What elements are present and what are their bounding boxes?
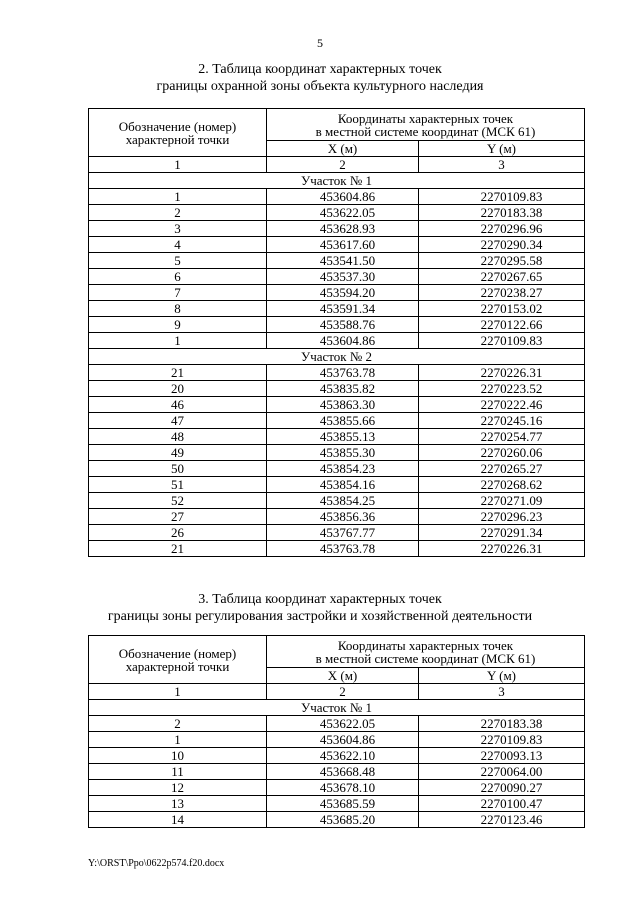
y-coordinate-cell: 2270260.06: [419, 445, 585, 461]
point-number-cell: 11: [89, 764, 267, 780]
table-row: [89, 429, 585, 445]
point-number-cell: 6: [89, 269, 267, 285]
x-coordinate-cell: 453763.78: [267, 541, 419, 557]
point-number-cell: 8: [89, 301, 267, 317]
table-row: [89, 189, 585, 205]
section-row: [89, 173, 585, 189]
section-title: Участок № 2: [89, 349, 585, 365]
table-row: [89, 509, 585, 525]
x-coordinate-cell: 453855.30: [267, 445, 419, 461]
table2-header-coords-line1: Координаты характерных точек: [337, 110, 514, 126]
point-number-cell: 2: [89, 205, 267, 221]
x-coordinate-cell: 453628.93: [267, 221, 419, 237]
x-coordinate-cell: 453856.36: [267, 509, 419, 525]
x-coordinate-cell: 453622.10: [267, 748, 419, 764]
point-number-cell: 27: [89, 509, 267, 525]
x-coordinate-cell: 453855.66: [267, 413, 419, 429]
y-coordinate-cell: 2270122.66: [419, 317, 585, 333]
table3-header-y: Y (м): [419, 668, 585, 684]
x-coordinate-cell: 453537.30: [267, 269, 419, 285]
x-coordinate-cell: 453854.16: [267, 477, 419, 493]
x-coordinate-cell: 453622.05: [267, 716, 419, 732]
y-coordinate-cell: 2270109.83: [419, 732, 585, 748]
y-coordinate-cell: 2270100.47: [419, 796, 585, 812]
point-number-cell: 4: [89, 237, 267, 253]
point-number-cell: 26: [89, 525, 267, 541]
table3-title-line2: границы зоны регулирования застройки и хозяйственной деятельности: [107, 609, 533, 624]
y-coordinate-cell: 2270226.31: [419, 365, 585, 381]
point-number-cell: 2: [89, 716, 267, 732]
section-title: Участок № 1: [89, 700, 585, 716]
x-coordinate-cell: 453588.76: [267, 317, 419, 333]
table2-body: [89, 173, 585, 557]
y-coordinate-cell: 2270254.77: [419, 429, 585, 445]
table-row: [89, 748, 585, 764]
x-coordinate-cell: 453622.05: [267, 205, 419, 221]
table3-header-coords: [267, 636, 585, 668]
y-coordinate-cell: 2270295.58: [419, 253, 585, 269]
point-number-cell: 9: [89, 317, 267, 333]
y-coordinate-cell: 2270153.02: [419, 301, 585, 317]
point-number-cell: 13: [89, 796, 267, 812]
x-coordinate-cell: 453854.23: [267, 461, 419, 477]
table2-header-x: X (м): [267, 141, 419, 157]
point-number-cell: 50: [89, 461, 267, 477]
x-coordinate-cell: 453594.20: [267, 285, 419, 301]
x-coordinate-cell: 453541.50: [267, 253, 419, 269]
y-coordinate-cell: 2270109.83: [419, 189, 585, 205]
table-row: [89, 477, 585, 493]
y-coordinate-cell: 2270296.96: [419, 221, 585, 237]
point-number-cell: 14: [89, 812, 267, 828]
x-coordinate-cell: 453591.34: [267, 301, 419, 317]
point-number-cell: 5: [89, 253, 267, 269]
table2-title-line2: границы охранной зоны объекта культурного наследия: [156, 79, 484, 94]
x-coordinate-cell: 453863.30: [267, 397, 419, 413]
table-row: [89, 221, 585, 237]
point-number-cell: 20: [89, 381, 267, 397]
y-coordinate-cell: 2270222.46: [419, 397, 585, 413]
point-number-cell: 3: [89, 221, 267, 237]
table3-coordinates: [88, 635, 585, 828]
point-number-cell: 49: [89, 445, 267, 461]
table-row: [89, 381, 585, 397]
table2-header-y: Y (м): [419, 141, 585, 157]
table-row: [89, 237, 585, 253]
table3-header-num1: 1: [89, 684, 267, 700]
x-coordinate-cell: 453668.48: [267, 764, 419, 780]
table3-title: [0, 591, 640, 625]
y-coordinate-cell: 2270183.38: [419, 205, 585, 221]
point-number-cell: 51: [89, 477, 267, 493]
table2-title-line1: 2. Таблица координат характерных точек: [198, 62, 442, 77]
x-coordinate-cell: 453604.86: [267, 732, 419, 748]
table3-body: [89, 700, 585, 828]
table-row: [89, 812, 585, 828]
y-coordinate-cell: 2270238.27: [419, 285, 585, 301]
point-number-cell: 21: [89, 541, 267, 557]
table2-header-num2: 2: [267, 157, 419, 173]
table-row: [89, 716, 585, 732]
y-coordinate-cell: 2270245.16: [419, 413, 585, 429]
section-row: [89, 700, 585, 716]
point-number-cell: 1: [89, 333, 267, 349]
footer-file-path: Y:\ORST\Ppo\0622p574.f20.docx: [88, 858, 225, 869]
y-coordinate-cell: 2270064.00: [419, 764, 585, 780]
x-coordinate-cell: 453678.10: [267, 780, 419, 796]
y-coordinate-cell: 2270109.83: [419, 333, 585, 349]
table-row: [89, 285, 585, 301]
table-row: [89, 525, 585, 541]
point-number-cell: 1: [89, 732, 267, 748]
table-row: [89, 732, 585, 748]
x-coordinate-cell: 453767.77: [267, 525, 419, 541]
table-row: [89, 413, 585, 429]
y-coordinate-cell: 2270267.65: [419, 269, 585, 285]
table-row: [89, 541, 585, 557]
section-title: Участок № 1: [89, 173, 585, 189]
table3-header-num3: 3: [419, 684, 585, 700]
point-number-cell: 47: [89, 413, 267, 429]
y-coordinate-cell: 2270226.31: [419, 541, 585, 557]
point-number-cell: 10: [89, 748, 267, 764]
x-coordinate-cell: 453617.60: [267, 237, 419, 253]
table3-header-coords-line2: в местной системе координат (МСК 61): [315, 650, 536, 666]
table-row: [89, 780, 585, 796]
x-coordinate-cell: 453604.86: [267, 333, 419, 349]
table-row: [89, 365, 585, 381]
table2-header-num3: 3: [419, 157, 585, 173]
table2-header-coords: [267, 109, 585, 141]
x-coordinate-cell: 453835.82: [267, 381, 419, 397]
point-number-cell: 48: [89, 429, 267, 445]
point-number-cell: 7: [89, 285, 267, 301]
table3-header-num2: 2: [267, 684, 419, 700]
table2-title: [0, 61, 640, 95]
table-row: [89, 269, 585, 285]
y-coordinate-cell: 2270093.13: [419, 748, 585, 764]
x-coordinate-cell: 453685.20: [267, 812, 419, 828]
table2-coordinates: [88, 108, 585, 557]
point-number-cell: 21: [89, 365, 267, 381]
table3-header-x: X (м): [267, 668, 419, 684]
y-coordinate-cell: 2270090.27: [419, 780, 585, 796]
table3-title-line1: 3. Таблица координат характерных точек: [198, 592, 442, 607]
x-coordinate-cell: 453855.13: [267, 429, 419, 445]
table-row: [89, 764, 585, 780]
table-row: [89, 333, 585, 349]
table-row: [89, 493, 585, 509]
table-row: [89, 796, 585, 812]
y-coordinate-cell: 2270223.52: [419, 381, 585, 397]
y-coordinate-cell: 2270123.46: [419, 812, 585, 828]
y-coordinate-cell: 2270271.09: [419, 493, 585, 509]
x-coordinate-cell: 453685.59: [267, 796, 419, 812]
y-coordinate-cell: 2270268.62: [419, 477, 585, 493]
table-row: [89, 253, 585, 269]
table3-header-coords-line1: Координаты характерных точек: [337, 637, 514, 653]
y-coordinate-cell: 2270265.27: [419, 461, 585, 477]
section-row: [89, 349, 585, 365]
table-row: [89, 301, 585, 317]
table-row: [89, 461, 585, 477]
x-coordinate-cell: 453763.78: [267, 365, 419, 381]
y-coordinate-cell: 2270296.23: [419, 509, 585, 525]
point-number-cell: 46: [89, 397, 267, 413]
point-number-cell: 12: [89, 780, 267, 796]
page-number: 5: [317, 36, 323, 50]
table-row: [89, 317, 585, 333]
x-coordinate-cell: 453854.25: [267, 493, 419, 509]
table-row: [89, 205, 585, 221]
y-coordinate-cell: 2270183.38: [419, 716, 585, 732]
table-row: [89, 397, 585, 413]
y-coordinate-cell: 2270290.34: [419, 237, 585, 253]
table2-header-num1: 1: [89, 157, 267, 173]
y-coordinate-cell: 2270291.34: [419, 525, 585, 541]
table-row: [89, 445, 585, 461]
table2-header-coords-line2: в местной системе координат (МСК 61): [315, 123, 536, 139]
point-number-cell: 52: [89, 493, 267, 509]
table2-header-point-label: Обозначение (номер) характерной точки: [89, 109, 267, 157]
table3-header-point-label: Обозначение (номер) характерной точки: [89, 636, 267, 684]
x-coordinate-cell: 453604.86: [267, 189, 419, 205]
point-number-cell: 1: [89, 189, 267, 205]
